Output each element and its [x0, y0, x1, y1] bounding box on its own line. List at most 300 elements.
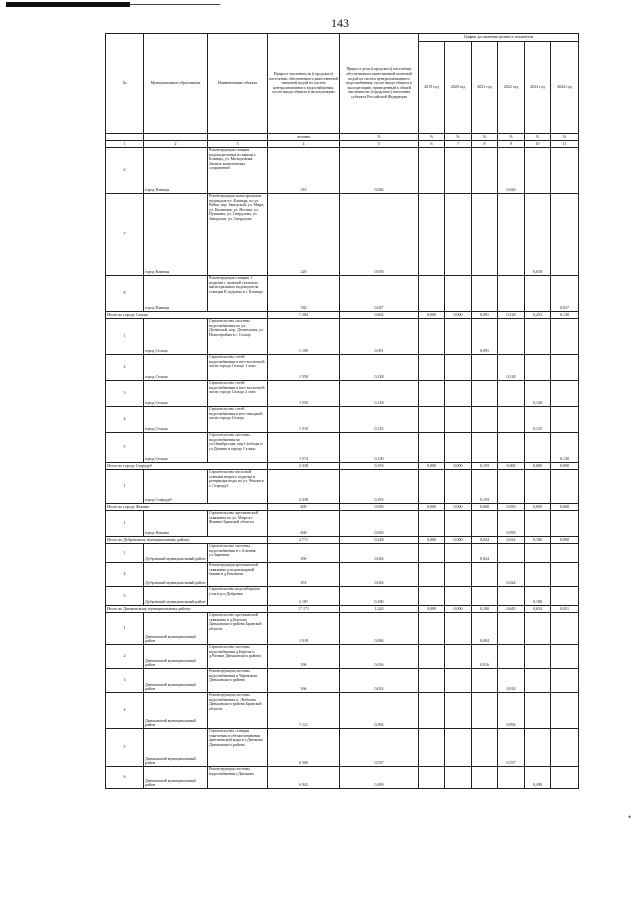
year-value: 0,014	[498, 669, 525, 693]
share-cell: 0,537	[340, 729, 419, 767]
year-value: 0,130	[551, 312, 579, 319]
municipality-cell: город Стародуб	[144, 470, 208, 504]
table-row	[106, 563, 579, 587]
subtotal-population: 7 284	[268, 312, 340, 319]
subtotal-row	[106, 537, 579, 544]
year-header: 2021 год	[472, 42, 498, 134]
year-value: 0,000	[551, 504, 579, 511]
share-cell: 0,084	[340, 613, 419, 645]
municipality-cell: город Клинцы	[144, 194, 208, 276]
share-cell: 0,024	[340, 544, 419, 563]
population-cell: 2 338	[268, 470, 340, 504]
table-row	[106, 729, 579, 767]
object-cell: Строительство артезианской скважины в д.Бытоша Дятьковского района Брянской области	[208, 613, 268, 645]
year-value: 0,024	[498, 563, 525, 587]
population-cell: 330	[268, 276, 340, 312]
unit-cell: человек	[268, 134, 340, 141]
year-value: 0,024	[472, 537, 498, 544]
year-header: 2020 год	[445, 42, 472, 134]
year-value	[525, 729, 551, 767]
year-value	[472, 407, 498, 433]
row-number: 1	[106, 544, 144, 563]
schedule-header: График достижения целевого показателя	[419, 34, 579, 42]
scan-top-bar	[6, 2, 130, 7]
object-cell: Строительство насосной станции второго подъема и резервуара воды по ул. Чехова в г. Стародуб	[208, 470, 268, 504]
unit-cell: %	[472, 134, 498, 141]
table-row	[106, 194, 579, 276]
share-cell: 0,125	[340, 407, 419, 433]
table-row	[106, 693, 579, 729]
year-value: 0,128	[498, 312, 525, 319]
year-value	[525, 544, 551, 563]
year-value: 0,537	[498, 729, 525, 767]
table-row	[106, 319, 579, 355]
population-cell: 1 550	[268, 381, 340, 407]
year-value	[445, 563, 472, 587]
year-value	[472, 767, 498, 789]
year-value	[498, 276, 525, 312]
year-value: 0,000	[445, 312, 472, 319]
subtotal-population: 2 338	[268, 463, 340, 470]
year-value	[445, 587, 472, 606]
year-value	[472, 511, 498, 537]
year-value: 0,000	[419, 463, 445, 470]
year-value	[445, 194, 472, 276]
year-value	[472, 381, 498, 407]
year-value	[551, 355, 579, 381]
year-value	[551, 544, 579, 563]
year-value	[419, 729, 445, 767]
year-header: 2023 год	[525, 42, 551, 134]
object-cell: Строительство системы водоснабжения в с.Алешня ул.Заречная	[208, 544, 268, 563]
index-cell: 8	[472, 141, 498, 148]
table-row	[106, 276, 579, 312]
year-value	[551, 148, 579, 194]
table-row	[106, 613, 579, 645]
year-value	[498, 319, 525, 355]
year-value	[525, 613, 551, 645]
year-value	[419, 563, 445, 587]
index-cell: 11	[551, 141, 579, 148]
row-number: 7	[106, 194, 144, 276]
year-value	[551, 669, 579, 693]
year-value	[445, 669, 472, 693]
population-cell: 6 500	[268, 729, 340, 767]
year-value	[498, 587, 525, 606]
year-value: 0,654	[525, 606, 551, 613]
year-value: 0,021	[551, 606, 579, 613]
year-value	[525, 669, 551, 693]
municipality-cell: Дятьковский муниципальный район	[144, 669, 208, 693]
subtotal-share: 0,602	[340, 312, 419, 319]
row-number: 3	[106, 381, 144, 407]
year-value	[525, 511, 551, 537]
share-cell: 0,130	[340, 433, 419, 463]
index-cell: 5	[340, 141, 419, 148]
year-value	[498, 613, 525, 645]
year-value: 0,130	[551, 433, 579, 463]
subtotal-label: Итого по Дубровскому муниципальному району	[106, 537, 268, 544]
year-value	[419, 276, 445, 312]
municipality-cell: город Сельцо	[144, 355, 208, 381]
year-value: 0,000	[445, 463, 472, 470]
year-value	[472, 276, 498, 312]
year-value	[472, 729, 498, 767]
year-value	[445, 148, 472, 194]
share-cell: 0,050	[340, 511, 419, 537]
year-value: 0,125	[525, 407, 551, 433]
index-cell: 7	[445, 141, 472, 148]
object-cell: Строительство артезианской скважины по ул. Мира в г. Фокино Брянской области	[208, 511, 268, 537]
year-value: 0,091	[472, 319, 498, 355]
year-value	[525, 470, 551, 504]
municipality-cell: Дубровский муниципальный район	[144, 587, 208, 606]
year-value: 0,499	[525, 767, 551, 789]
year-value	[472, 148, 498, 194]
unit-cell: %	[498, 134, 525, 141]
unit-cell: %	[340, 134, 419, 141]
unit-cell: %	[525, 134, 551, 141]
table-row	[106, 587, 579, 606]
year-value	[419, 587, 445, 606]
population-cell: 2 181	[268, 587, 340, 606]
page-number: 143	[331, 16, 349, 30]
year-value	[551, 381, 579, 407]
year-value	[419, 407, 445, 433]
year-value: 0,000	[419, 312, 445, 319]
col-object-header: Наименование объекта	[208, 34, 268, 134]
year-value	[419, 148, 445, 194]
municipality-cell: город Сельцо	[144, 433, 208, 463]
object-cell: Реконструкция артезианской скважины и водонапорной башни в д.Рековичи	[208, 563, 268, 587]
object-cell: Строительство сетей водоснабжения в юго-западной части города Сельцо	[208, 407, 268, 433]
row-number: 1	[106, 613, 144, 645]
population-cell: 600	[268, 511, 340, 537]
year-value: 0,027	[551, 276, 579, 312]
municipality-cell: Дятьковский муниципальный район	[144, 693, 208, 729]
year-value	[551, 407, 579, 433]
year-value	[525, 645, 551, 669]
share-cell: 0,193	[340, 470, 419, 504]
row-number: 4	[106, 407, 144, 433]
table-row	[106, 669, 579, 693]
year-value	[445, 729, 472, 767]
year-value	[419, 511, 445, 537]
header-row-top	[106, 34, 579, 42]
subtotal-share: 0,050	[340, 504, 419, 511]
share-cell: 0,014	[340, 669, 419, 693]
year-value	[445, 767, 472, 789]
subtotal-row	[106, 312, 579, 319]
subtotal-label: Итого по городу Фокино	[106, 504, 268, 511]
water-supply-table	[105, 33, 579, 789]
municipality-cell: Дубровский муниципальный район	[144, 563, 208, 587]
year-value	[498, 544, 525, 563]
population-cell: 166	[268, 669, 340, 693]
table-row	[106, 544, 579, 563]
year-value	[551, 645, 579, 669]
year-value	[498, 194, 525, 276]
col-share-increase-header: Прирост доли (городского) населения, обеспеченного качественной питьевой водой из систем централизованного водоснабжения, после ввода объекта в эксплуатацию, приведенный к общей численности (городского) населения субъекта Российской Федерации	[340, 34, 419, 134]
row-number: 1	[106, 319, 144, 355]
year-value	[445, 613, 472, 645]
index-cell: 10	[525, 141, 551, 148]
unit-cell: %	[551, 134, 579, 141]
year-value	[419, 669, 445, 693]
population-cell: 1 510	[268, 407, 340, 433]
year-value	[419, 194, 445, 276]
year-value: 0,000	[498, 463, 525, 470]
population-cell: 1 100	[268, 319, 340, 355]
index-row	[106, 141, 579, 148]
share-cell: 0,128	[340, 355, 419, 381]
year-value: 0,024	[498, 537, 525, 544]
share-cell: 0,128	[340, 381, 419, 407]
year-value	[551, 587, 579, 606]
municipality-cell: город Клинцы	[144, 148, 208, 194]
subtotal-label: Итого по городу Стародуб	[106, 463, 268, 470]
share-cell: 0,016	[340, 645, 419, 669]
year-value: 0,000	[419, 537, 445, 544]
year-value	[525, 563, 551, 587]
row-number: 6	[106, 767, 144, 789]
year-value	[445, 470, 472, 504]
year-value	[419, 470, 445, 504]
object-cell: Строительство системы водоснабжения по ул.Октябрьская, пер.Свободы и ул.Демина в городе Сельцо	[208, 433, 268, 463]
year-value	[551, 767, 579, 789]
year-value: 0,050	[498, 504, 525, 511]
subtotal-row	[106, 504, 579, 511]
row-number: 5	[106, 433, 144, 463]
municipality-cell: город Фокино	[144, 511, 208, 537]
municipality-cell: Дятьковский муниципальный район	[144, 645, 208, 669]
object-cell: Строительство водозаборного узла в р.п.Дубровка	[208, 587, 268, 606]
municipality-cell: город Клинцы	[144, 276, 208, 312]
table-row	[106, 767, 579, 789]
year-value	[419, 645, 445, 669]
col-num-header: №	[106, 34, 144, 134]
row-number: 3	[106, 587, 144, 606]
year-header: 2024 год	[551, 42, 579, 134]
year-value: 0,128	[525, 381, 551, 407]
subtotal-share: 0,228	[340, 537, 419, 544]
index-cell: 4	[268, 141, 340, 148]
subtotal-row	[106, 606, 579, 613]
population-cell: 196	[268, 645, 340, 669]
year-value	[498, 407, 525, 433]
year-value	[445, 511, 472, 537]
year-value: 0,084	[472, 613, 498, 645]
year-value	[525, 276, 551, 312]
object-cell: Реконструкция системы водоснабжения в Чернятичи Дятьковского района	[208, 669, 268, 693]
share-cell: 0,499	[340, 767, 419, 789]
share-cell: 0,180	[340, 587, 419, 606]
row-number: 1	[106, 511, 144, 537]
year-value: 0,000	[551, 463, 579, 470]
unit-cell: %	[419, 134, 445, 141]
index-cell: 3	[208, 141, 268, 148]
scan-top-line	[130, 4, 220, 5]
row-number: 5	[106, 729, 144, 767]
population-cell: 290	[268, 544, 340, 563]
margin-mark-icon: •	[628, 812, 632, 822]
object-cell: Строительство системы водоснабжения д.Березы и д.Разные Дятьковского района	[208, 645, 268, 669]
year-value	[445, 407, 472, 433]
year-value: 0,000	[525, 463, 551, 470]
year-value	[551, 613, 579, 645]
year-value	[445, 433, 472, 463]
object-cell: Строительство сетей водоснабжения в юго-восточной части города Сельцо 2 этап	[208, 381, 268, 407]
table-row	[106, 355, 579, 381]
row-number: 6	[106, 148, 144, 194]
year-value: 0,000	[419, 504, 445, 511]
population-cell: 310	[268, 148, 340, 194]
year-value	[525, 433, 551, 463]
year-value	[498, 470, 525, 504]
index-cell: 6	[419, 141, 445, 148]
year-value: 0,000	[445, 537, 472, 544]
table-row	[106, 433, 579, 463]
year-value	[472, 693, 498, 729]
object-cell: Строительство станции умягчения и обезжелезивания артезианской воды в г.Дятьково Дятьковского района	[208, 729, 268, 767]
year-value	[419, 613, 445, 645]
population-cell: 1 550	[268, 355, 340, 381]
population-cell: 6 941	[268, 767, 340, 789]
year-value: 0,018	[525, 194, 551, 276]
object-cell: Реконструкция системы водоснабжения г.Дятьково	[208, 767, 268, 789]
year-value	[445, 693, 472, 729]
year-header: 2022 год	[498, 42, 525, 134]
subtotal-population: 17 171	[268, 606, 340, 613]
year-value: 0,100	[472, 606, 498, 613]
year-value: 0,000	[551, 537, 579, 544]
year-value: 0,000	[445, 606, 472, 613]
share-cell: 0,027	[340, 276, 419, 312]
year-value: 0,000	[525, 504, 551, 511]
year-value: 0,091	[472, 312, 498, 319]
subtotal-share: 1,420	[340, 606, 419, 613]
year-value	[445, 381, 472, 407]
year-value: 0,180	[525, 587, 551, 606]
year-value	[498, 767, 525, 789]
subtotal-label: Итого по городу Сельцо	[106, 312, 268, 319]
year-value	[419, 693, 445, 729]
year-value	[551, 729, 579, 767]
year-value: 0,253	[525, 312, 551, 319]
population-cell: 220	[268, 194, 340, 276]
table-row	[106, 148, 579, 194]
year-value	[525, 693, 551, 729]
object-cell: Реконструкция станции водоподготовки из карьер г. Клинцы, ул. Молодежная, 2новых комплектных сооружений	[208, 148, 268, 194]
year-value	[498, 433, 525, 463]
share-cell: 0,024	[340, 563, 419, 587]
table-row	[106, 645, 579, 669]
year-value	[419, 355, 445, 381]
index-cell: 9	[498, 141, 525, 148]
year-value	[551, 511, 579, 537]
year-value	[472, 194, 498, 276]
year-value	[419, 319, 445, 355]
year-value: 0,000	[472, 504, 498, 511]
year-value	[445, 276, 472, 312]
subtotal-share: 0,193	[340, 463, 419, 470]
row-number: 3	[106, 669, 144, 693]
share-cell: 0,094	[340, 693, 419, 729]
year-value: 0,050	[498, 511, 525, 537]
year-value	[551, 319, 579, 355]
subtotal-label: Итого по Дятьковскому муниципальному району	[106, 606, 268, 613]
year-value: 0,000	[445, 504, 472, 511]
subtotal-row	[106, 463, 579, 470]
object-cell: Реконструкция станции 1 подъёма с заменой стальных магистральных водоводов на станции II подъёма в г. Клинцы	[208, 276, 268, 312]
row-number: 2	[106, 563, 144, 587]
year-value	[551, 563, 579, 587]
municipality-cell: Дятьковский муниципальный район	[144, 613, 208, 645]
subtotal-population: 2 771	[268, 537, 340, 544]
year-value: 0,000	[419, 606, 445, 613]
row-number: 8	[106, 276, 144, 312]
year-value	[419, 381, 445, 407]
table-row	[106, 381, 579, 407]
unit-cell: %	[445, 134, 472, 141]
municipality-cell: город Сельцо	[144, 407, 208, 433]
year-value	[445, 355, 472, 381]
year-value: 0,024	[472, 544, 498, 563]
year-value: 0,016	[472, 645, 498, 669]
index-cell: 1	[106, 141, 144, 148]
share-cell: 0,018	[340, 194, 419, 276]
table-row	[106, 407, 579, 433]
year-value: 0,193	[472, 463, 498, 470]
year-value: 0,193	[472, 470, 498, 504]
year-value: 0,645	[498, 606, 525, 613]
share-cell: 0,091	[340, 319, 419, 355]
year-value	[551, 194, 579, 276]
year-value: 0,180	[525, 537, 551, 544]
col-municipality-header: Муниципальное образование	[144, 34, 208, 134]
year-value	[472, 563, 498, 587]
share-cell: 0,026	[340, 148, 419, 194]
year-value: 0,026	[498, 148, 525, 194]
municipality-cell: город Сельцо	[144, 381, 208, 407]
year-value	[472, 355, 498, 381]
year-value	[525, 148, 551, 194]
row-number: 2	[106, 355, 144, 381]
municipality-cell: город Сельцо	[144, 319, 208, 355]
year-value	[498, 381, 525, 407]
subtotal-population: 600	[268, 504, 340, 511]
population-cell: 1 018	[268, 613, 340, 645]
object-cell: Реконструкция системы водоснабжения п. Любохна Дятьковского района Брянской области	[208, 693, 268, 729]
year-value	[419, 544, 445, 563]
year-value	[472, 433, 498, 463]
population-cell: 1 574	[268, 433, 340, 463]
year-value: 0,094	[498, 693, 525, 729]
year-value	[525, 319, 551, 355]
year-value	[445, 544, 472, 563]
year-value	[498, 645, 525, 669]
year-value	[445, 319, 472, 355]
row-number: 1	[106, 470, 144, 504]
population-cell: 7 121	[268, 693, 340, 729]
year-value	[472, 669, 498, 693]
municipality-cell: Дятьковский муниципальный район	[144, 767, 208, 789]
row-number: 4	[106, 693, 144, 729]
municipality-cell: Дятьковский муниципальный район	[144, 729, 208, 767]
year-value	[525, 355, 551, 381]
year-value	[551, 693, 579, 729]
row-number: 2	[106, 645, 144, 669]
